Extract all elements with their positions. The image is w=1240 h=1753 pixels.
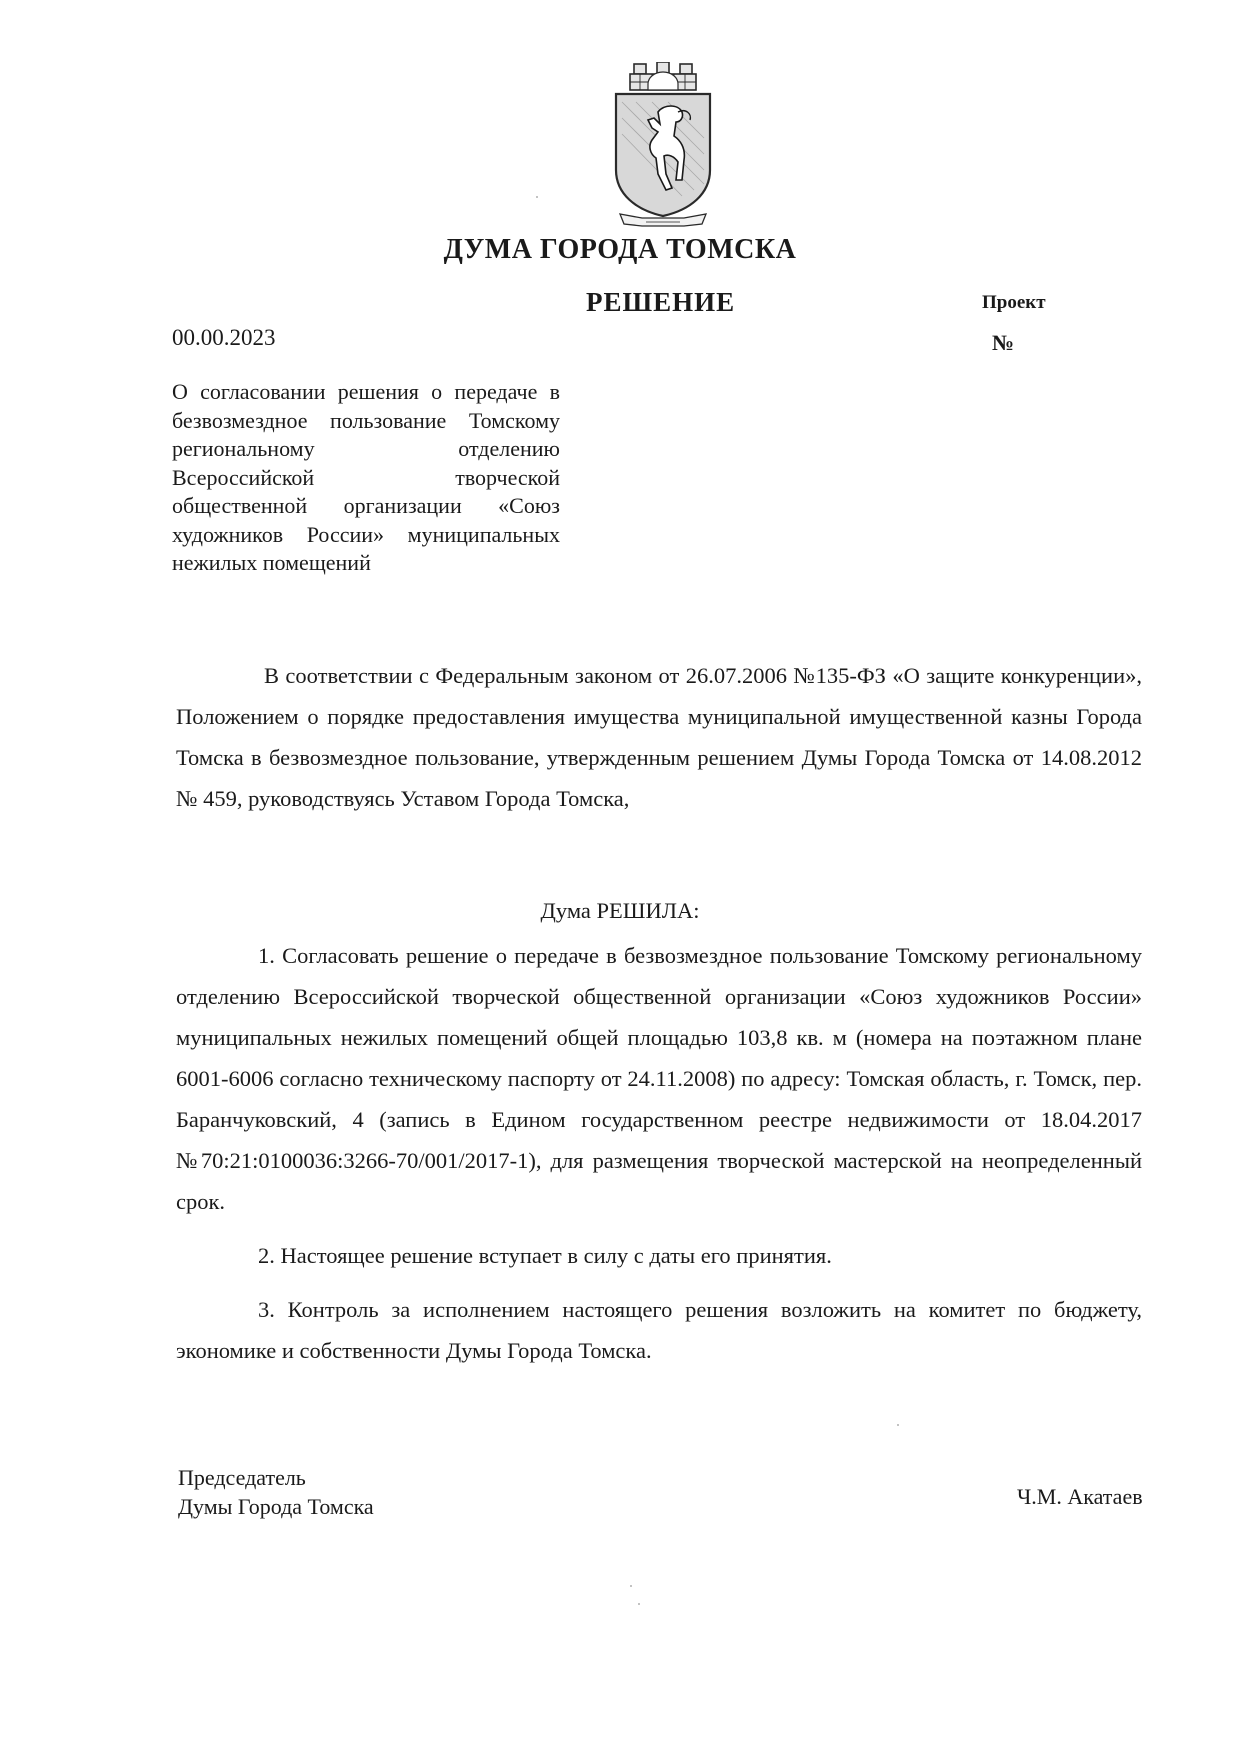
position-line: Председатель [178, 1465, 306, 1490]
decision-point: 1. Согласовать решение о передаче в безвозмездное пользование Томскому региональному отделению Всероссийской творческой общественной организации «Союз художников России» муниципальных нежилых помещений общей площадью 103,8 кв. м (номера на поэтажном плане 6001-6006 согласно техническому паспорту от 24.11.2008) по адресу: Томская область, г. Томск, пер. Баранчуковский, 4 (запись в Едином государственном реестре недвижимости от 18.04.2017 №70:21:0100036:3266-70/001/2017-1), для размещения творческой мастерской на неопределенный срок. [176, 943, 1142, 1214]
signatory-name: Ч.М. Акатаев [1017, 1484, 1143, 1509]
scan-speck [536, 196, 538, 198]
signatory-position [178, 1463, 374, 1521]
decision-points [176, 935, 1142, 1384]
scan-speck [638, 1603, 640, 1605]
preamble: В соответствии с Федеральным законом от 26.07.2006 №135-ФЗ «О защите конкуренции», Положением о порядке предоставления имущества муниципальной имущественной казны Города Томска в безвозмездное пользование, утвержденным решением Думы Города Томска от 14.08.2012 № 459, руководствуясь Уставом Города Томска, [176, 663, 1142, 811]
document-subject: О согласовании решения о передаче в безвозмездное пользование Томскому региональному отделению Всероссийской творческой общественной организации «Союз художников России» муниципальных нежилых помещений [172, 379, 560, 575]
project-label: Проект [982, 292, 1046, 313]
number-label: № [992, 330, 1015, 355]
decision-point: 2. Настоящее решение вступает в силу с даты его принятия. [258, 1243, 832, 1268]
scan-speck [897, 1424, 899, 1426]
scan-speck [630, 1585, 632, 1587]
organization-title: ДУМА ГОРОДА ТОМСКА [443, 234, 797, 265]
document-type: РЕШЕНИЕ [586, 287, 736, 317]
mural-crown [630, 62, 696, 90]
tomsk-coat-of-arms-icon [612, 62, 714, 230]
position-line: Думы Города Томска [178, 1494, 374, 1519]
document-date: 00.00.2023 [172, 325, 276, 350]
decision-point: 3. Контроль за исполнением настоящего решения возложить на комитет по бюджету, экономике и собственности Думы Города Томска. [176, 1297, 1142, 1363]
decided-heading: Дума РЕШИЛА: [540, 898, 700, 923]
